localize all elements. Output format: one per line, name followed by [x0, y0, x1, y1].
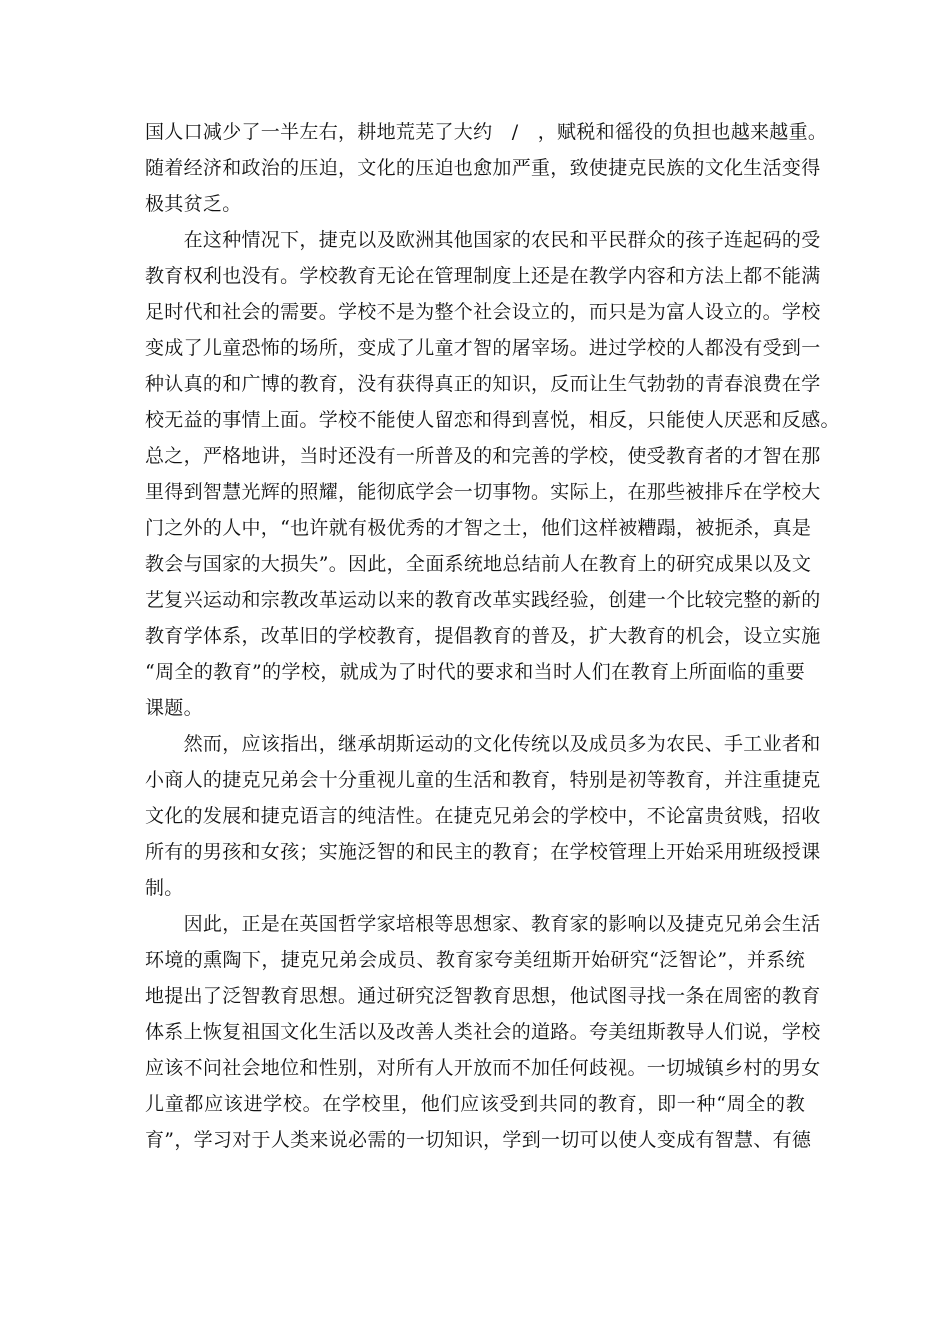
text-line: 环境的熏陶下，捷克兄弟会成员、教育家夸美纽斯开始研究“泛智论”，并系统 [145, 949, 805, 971]
text-line: “周全的教育”的学校，就成为了时代的要求和当时人们在教育上所面临的重要 [145, 661, 805, 683]
body-text [145, 114, 840, 1158]
text-line: 门之外的人中，“也许就有极优秀的才智之士，他们这样被糟蹋，被扼杀，真是 [145, 517, 812, 539]
text-line: 国人口减少了一半左右，耕地荒芜了大约 / ，赋税和徭役的负担也越来越重。 [145, 121, 828, 143]
paragraph [145, 726, 821, 906]
text-line: 所有的男孩和女孩；实施泛智的和民主的教育；在学校管理上开始采用班级授课 [145, 841, 821, 863]
text-line: 足时代和社会的需要。学校不是为整个社会设立的，而只是为富人设立的。学校 [145, 301, 821, 323]
text-line: 课题。 [145, 697, 203, 719]
text-line: 教育学体系，改革旧的学校教育，提倡教育的普及，扩大教育的机会，设立实施 [145, 625, 821, 647]
text-line: 极其贫乏。 [145, 193, 242, 215]
text-line: 教育权利也没有。学校教育无论在管理制度上还是在教学内容和方法上都不能满 [145, 265, 821, 287]
text-line: 总之，严格地讲，当时还没有一所普及的和完善的学校，使受教育者的才智在那 [145, 445, 821, 467]
text-line: 教会与国家的大损失”。因此，全面系统地总结前人在教育上的研究成果以及文 [145, 553, 812, 575]
text-line: 校无益的事情上面。学校不能使人留恋和得到喜悦，相反，只能使人厌恶和反感。 [145, 409, 840, 431]
paragraph [145, 114, 828, 222]
text-line: 随着经济和政治的压迫，文化的压迫也愈加严重，致使捷克民族的文化生活变得 [145, 157, 821, 179]
text-line: 制。 [145, 877, 184, 899]
text-line: 小商人的捷克兄弟会十分重视儿童的生活和教育，特别是初等教育，并注重捷克 [145, 769, 821, 791]
text-line: 文化的发展和捷克语言的纯洁性。在捷克兄弟会的学校中，不论富贵贫贱，招收 [145, 805, 821, 827]
paragraph [145, 222, 840, 726]
text-line: 艺复兴运动和宗教改革运动以来的教育改革实践经验，创建一个比较完整的新的 [145, 589, 821, 611]
text-line: 然而，应该指出，继承胡斯运动的文化传统以及成员多为农民、手工业者和 [145, 733, 821, 755]
text-line: 地提出了泛智教育思想。通过研究泛智教育思想，他试图寻找一条在周密的教育 [145, 985, 821, 1007]
text-line: 儿童都应该进学校。在学校里，他们应该受到共同的教育，即一种“周全的教 [145, 1093, 805, 1115]
text-line: 因此，正是在英国哲学家培根等思想家、教育家的影响以及捷克兄弟会生活 [145, 913, 821, 935]
text-line: 育”，学习对于人类来说必需的一切知识，学到一切可以使人变成有智慧、有德 [145, 1129, 812, 1151]
text-line: 体系上恢复祖国文化生活以及改善人类社会的道路。夸美纽斯教导人们说，学校 [145, 1021, 821, 1043]
paragraph [145, 906, 821, 1158]
text-line: 在这种情况下，捷克以及欧洲其他国家的农民和平民群众的孩子连起码的受 [145, 229, 821, 251]
text-line: 里得到智慧光辉的照耀，能彻底学会一切事物。实际上，在那些被排斥在学校大 [145, 481, 821, 503]
text-line: 变成了儿童恐怖的场所，变成了儿童才智的屠宰场。进过学校的人都没有受到一 [145, 337, 821, 359]
text-line: 种认真的和广博的教育，没有获得真正的知识，反而让生气勃勃的青春浪费在学 [145, 373, 821, 395]
text-line: 应该不问社会地位和性别，对所有人开放而不加任何歧视。一切城镇乡村的男女 [145, 1057, 821, 1079]
